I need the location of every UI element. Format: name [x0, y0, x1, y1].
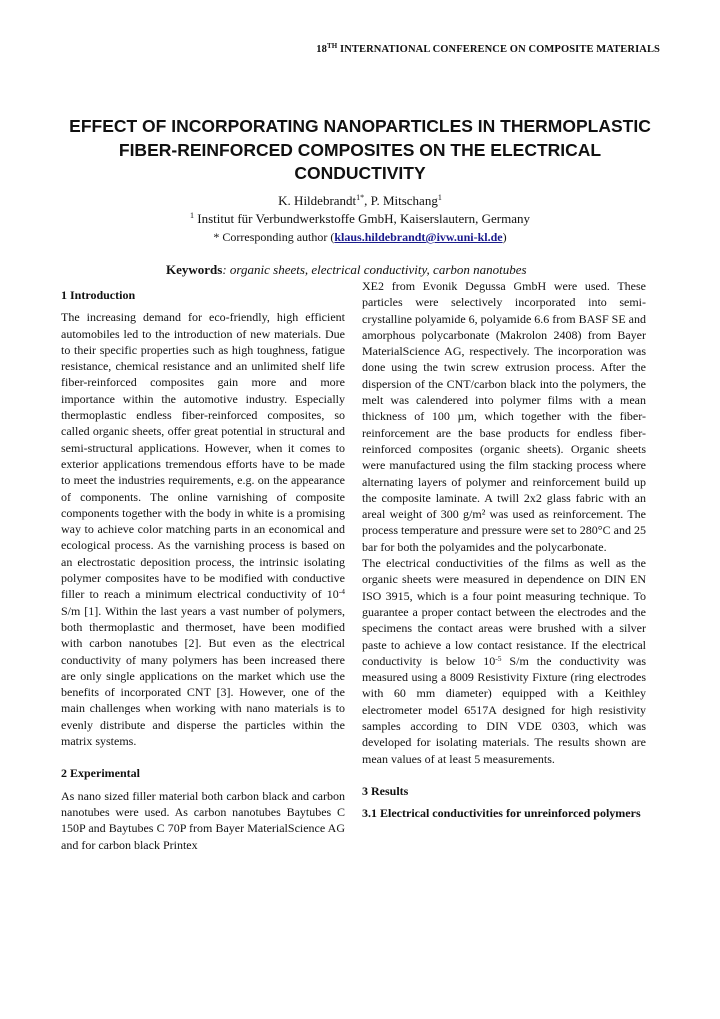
corresponding-suffix: )	[502, 230, 507, 244]
corresponding-prefix: * Corresponding author (	[213, 230, 335, 244]
results-heading: 3 Results	[362, 783, 409, 798]
author-1: K. Hildebrandt	[278, 193, 357, 208]
affiliation	[0, 211, 720, 227]
author-1-affil: 1*	[356, 193, 365, 202]
conference-name: INTERNATIONAL CONFERENCE ON COMPOSITE MATERIALS	[337, 44, 660, 55]
measurement-text-a: The electrical conductivities of the films as well as the organic sheets were measured in dependence on DIN EN ISO 3915, which is a four point measuring technique. To guarantee a proper contact between the electrodes and the specimens the contact areas were brushed with a silver paste to achieve a low contact resistance. If the electrical conductivity is below 10	[362, 556, 646, 668]
conference-number: 18	[316, 44, 327, 55]
affiliation-number: 1	[190, 211, 194, 220]
paper-title: EFFECT OF INCORPORATING NANOPARTICLES IN THERMOPLASTIC FIBER-REINFORCED COMPOSITES ON THE ELECTRICAL CONDUCTIVITY	[69, 116, 651, 183]
conference-ordinal: TH	[327, 42, 338, 50]
keywords	[166, 262, 527, 278]
intro-text-a: The increasing demand for eco-friendly, high efficient automobiles led to the introduction of new materials. Due to their specific properties such as high toughness, fatigue resistance, chemical resistance and an unlimited shelf life fiber-reinforced composites gain more and more importance within the automotive industry. Especially thermoplastic endless fiber-reinforced composites, so called organic sheets, offer great potential in structural and semi-structural applications. However, when it comes to exterior applications tremendous efforts have to be made to meet the industries requirements, e.g. on the appearance of components. The online varnishing of composite components together with the body in white is a promising way to achieve color matching parts in an economical and ecological process. As the varnishing process is based on an electrostatic deposition process, the intrinsic isolating polymer composites have to be modified with conductive filler to reach a minimum electrical conductivity of 10	[61, 310, 345, 602]
experimental-heading: 2 Experimental	[61, 766, 140, 781]
right-column	[362, 278, 646, 822]
measurement-exponent: -5	[495, 653, 502, 663]
intro-exponent: -4	[338, 587, 345, 597]
affiliation-text: Institut für Verbundwerkstoffe GmbH, Kaiserslautern, Germany	[194, 211, 530, 226]
left-column	[61, 287, 345, 853]
keywords-text: : organic sheets, electrical conductivity, carbon nanotubes	[222, 262, 527, 277]
intro-paragraph	[61, 309, 345, 749]
intro-text-b: S/m [1]. Within the last years a vast number of polymers, both thermoplastic and thermoset, have been modified with carbon nanotubes [2]. But even as the electrical conductivity of many polymers has been increased there are only single applications on the market which use the benefits of incorporated CNT [3]. However, one of the main challenges when working with nano materials is to evenly distribute and disperse the particles within the matrix systems.	[61, 603, 345, 749]
author-line	[0, 193, 720, 209]
experimental-paragraph-left: As nano sized filler material both carbon black and carbon nanotubes were used. As carbon nanotubes Baytubes C 150P and Baytubes C 70P from Bayer MaterialScience AG and for carbon black Printex	[61, 788, 345, 852]
author-separator: ,	[364, 193, 371, 208]
results-subheading: 3.1 Electrical conductivities for unreinforced polymers	[362, 806, 641, 821]
intro-heading: 1 Introduction	[61, 288, 136, 302]
author-2: P. Mitschang	[370, 193, 438, 208]
measurement-text-b: S/m the conductivity was measured using a 8009 Resistivity Fixture (ring electrodes with 60 mm diameter) equipped with a Keithley electrometer model 6517A designed for high resistivity samples according to DIN VDE 0303, which was developed for isolating materials. The results shown are mean values of at least 5 measurements.	[362, 653, 646, 766]
keywords-label: Keywords	[166, 262, 223, 277]
corresponding-author	[0, 230, 720, 245]
corresponding-email-link[interactable]: klaus.hildebrandt@ivw.uni-kl.de	[334, 230, 503, 244]
author-2-affil: 1	[437, 193, 442, 202]
experimental-paragraph-right: XE2 from Evonik Degussa GmbH were used. These particles were selectively incorporated into semi-crystalline polyamide 6, polyamide 6.6 from BASF SE and amorphous polycarbonate (Makrolon 2408) from Bayer MaterialScience AG, respectively. The incorporation was done using the twin screw extrusion process. After the dispersion of the CNT/carbon black into the polymers, the melt was calendered into polymer films with a mean thickness of 100 µm, which together with the fiber-reinforcement are the base products for endless fiber-reinforced composites (organic sheets). Organic sheets were manufactured using the film stacking process where alternating layers of polymer and reinforcement build up the composite laminate. A twill 2x2 glass fabric with an areal weight of 300 g/m² was used as reinforcement. The process temperature and pressure were set to 280°C and 25 bar for both the polyamides and the polycarbonate.	[362, 279, 646, 554]
measurement-paragraph	[362, 555, 646, 767]
